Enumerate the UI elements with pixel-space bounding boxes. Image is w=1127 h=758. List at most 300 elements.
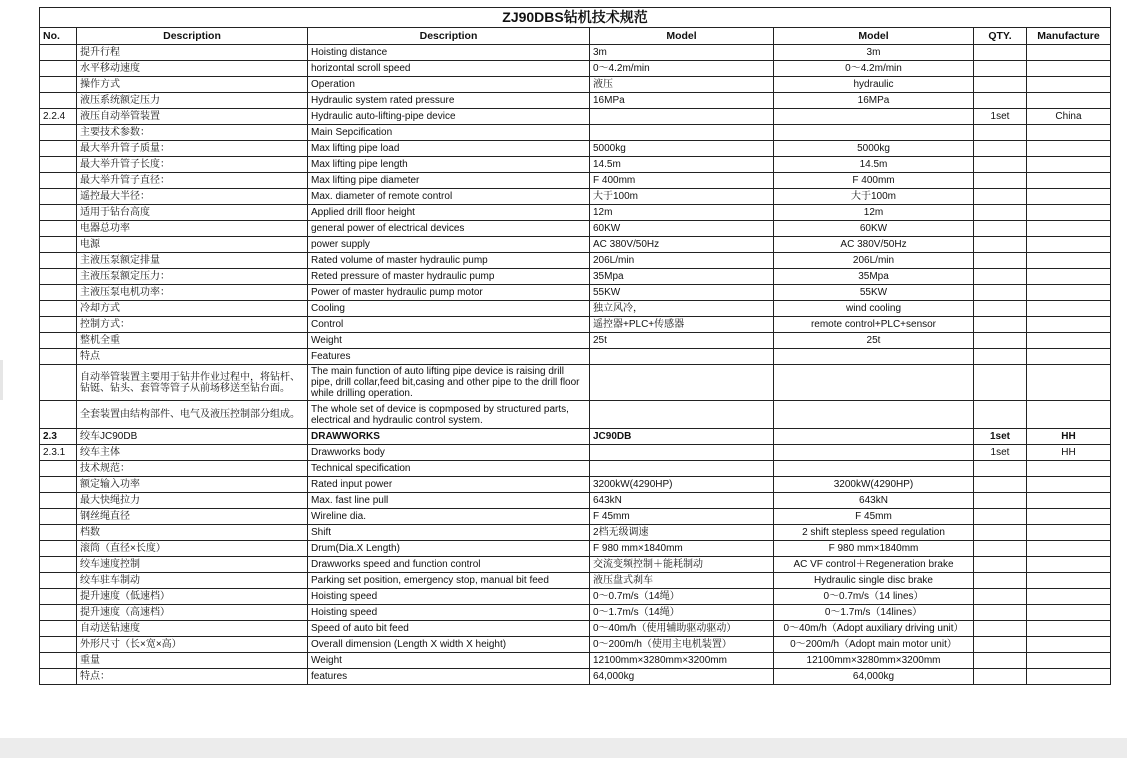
model-cn-cell: 3m (590, 45, 774, 61)
qty-cell: 1set (974, 109, 1027, 125)
description-cn-cell: 主液压泵额定排量 (77, 253, 308, 269)
manufacture-cell (1027, 621, 1111, 637)
qty-cell: 1set (974, 429, 1027, 445)
manufacture-cell (1027, 253, 1111, 269)
model-en-cell (774, 109, 974, 125)
description-cn-cell: 适用于钻台高度 (77, 205, 308, 221)
model-en-cell: 14.5m (774, 157, 974, 173)
no-cell (40, 401, 77, 429)
description-en-cell: Overall dimension (Length X width X height) (308, 637, 590, 653)
description-cn-cell: 绞车JC90DB (77, 429, 308, 445)
description-en-cell: Hydraulic auto-lifting-pipe device (308, 109, 590, 125)
description-en-cell: Applied drill floor height (308, 205, 590, 221)
table-row (40, 509, 1111, 525)
model-en-cell: 16MPa (774, 93, 974, 109)
qty-cell (974, 333, 1027, 349)
description-en-cell: Drawworks speed and function control (308, 557, 590, 573)
description-en-cell: Reted pressure of master hydraulic pump (308, 269, 590, 285)
description-en-cell: Control (308, 317, 590, 333)
model-cn-cell: 0～200m/h（使用主电机装置） (590, 637, 774, 653)
no-cell: 2.3 (40, 429, 77, 445)
model-cn-cell: 0～4.2m/min (590, 61, 774, 77)
manufacture-cell (1027, 45, 1111, 61)
model-en-cell: 0～200m/h（Adopt main motor unit） (774, 637, 974, 653)
table-row (40, 221, 1111, 237)
table-title-row (40, 8, 1111, 28)
model-cn-cell: 14.5m (590, 157, 774, 173)
model-cn-cell: 12m (590, 205, 774, 221)
no-cell (40, 141, 77, 157)
no-cell (40, 125, 77, 141)
header-description-cn: Description (77, 28, 308, 45)
description-cn-cell: 提升速度（低速档） (77, 589, 308, 605)
no-cell (40, 365, 77, 401)
table-row (40, 669, 1111, 685)
model-en-cell: 64,000kg (774, 669, 974, 685)
model-cn-cell: 206L/min (590, 253, 774, 269)
no-cell (40, 317, 77, 333)
description-en-cell: Power of master hydraulic pump motor (308, 285, 590, 301)
model-en-cell: F 45mm (774, 509, 974, 525)
table-row (40, 653, 1111, 669)
table-row (40, 477, 1111, 493)
qty-cell (974, 669, 1027, 685)
manufacture-cell (1027, 525, 1111, 541)
table-row (40, 493, 1111, 509)
no-cell (40, 269, 77, 285)
description-en-cell: Operation (308, 77, 590, 93)
model-cn-cell: 遥控器+PLC+传感器 (590, 317, 774, 333)
model-cn-cell: 12100mm×3280mm×3200mm (590, 653, 774, 669)
description-cn-cell: 外形尺寸（长×宽×高） (77, 637, 308, 653)
model-cn-cell: 643kN (590, 493, 774, 509)
header-no: No. (40, 28, 77, 45)
qty-cell (974, 461, 1027, 477)
description-cn-cell: 提升行程 (77, 45, 308, 61)
manufacture-cell (1027, 157, 1111, 173)
qty-cell (974, 605, 1027, 621)
manufacture-cell (1027, 221, 1111, 237)
qty-cell (974, 477, 1027, 493)
model-cn-cell (590, 445, 774, 461)
manufacture-cell (1027, 269, 1111, 285)
table-row (40, 93, 1111, 109)
table-row (40, 637, 1111, 653)
description-en-cell: Technical specification (308, 461, 590, 477)
qty-cell (974, 653, 1027, 669)
no-cell (40, 77, 77, 93)
description-cn-cell: 自动举管装置主要用于钻井作业过程中，将钻杆、钻铤、钻头、套管等管子从前场移送至钻台面。 (77, 365, 308, 401)
model-en-cell: 3m (774, 45, 974, 61)
manufacture-cell (1027, 589, 1111, 605)
table-row (40, 621, 1111, 637)
description-cn-cell: 最大举升管子长度： (77, 157, 308, 173)
model-cn-cell: 16MPa (590, 93, 774, 109)
description-en-cell: DRAWWORKS (308, 429, 590, 445)
description-cn-cell: 遥控最大半径： (77, 189, 308, 205)
table-row (40, 141, 1111, 157)
model-cn-cell: JC90DB (590, 429, 774, 445)
description-cn-cell: 全套装置由结构部件、电气及液压控制部分组成。 (77, 401, 308, 429)
description-cn-cell: 特点 (77, 349, 308, 365)
description-cn-cell: 额定输入功率 (77, 477, 308, 493)
model-en-cell (774, 125, 974, 141)
manufacture-cell (1027, 573, 1111, 589)
model-en-cell: 35Mpa (774, 269, 974, 285)
model-cn-cell: 5000kg (590, 141, 774, 157)
description-cn-cell: 水平移动速度 (77, 61, 308, 77)
description-en-cell: Weight (308, 333, 590, 349)
manufacture-cell (1027, 461, 1111, 477)
no-cell (40, 637, 77, 653)
description-en-cell: Parking set position, emergency stop, manual bit feed (308, 573, 590, 589)
model-en-cell: 0～1.7m/s（14lines） (774, 605, 974, 621)
no-cell (40, 205, 77, 221)
qty-cell: 1set (974, 445, 1027, 461)
model-en-cell: 5000kg (774, 141, 974, 157)
description-cn-cell: 整机全重 (77, 333, 308, 349)
model-en-cell: 大于100m (774, 189, 974, 205)
description-en-cell: Hoisting speed (308, 589, 590, 605)
no-cell (40, 285, 77, 301)
manufacture-cell (1027, 141, 1111, 157)
model-cn-cell: F 980 mm×1840mm (590, 541, 774, 557)
manufacture-cell (1027, 205, 1111, 221)
model-cn-cell: 0～0.7m/s（14绳） (590, 589, 774, 605)
manufacture-cell (1027, 509, 1111, 525)
table-row (40, 429, 1111, 445)
table-row (40, 285, 1111, 301)
no-cell (40, 253, 77, 269)
qty-cell (974, 189, 1027, 205)
manufacture-cell (1027, 637, 1111, 653)
manufacture-cell (1027, 317, 1111, 333)
description-en-cell: Max lifting pipe length (308, 157, 590, 173)
description-cn-cell: 提升速度（高速档） (77, 605, 308, 621)
no-cell (40, 349, 77, 365)
qty-cell (974, 205, 1027, 221)
manufacture-cell (1027, 541, 1111, 557)
description-cn-cell: 档数 (77, 525, 308, 541)
model-cn-cell: 0～1.7m/s（14绳） (590, 605, 774, 621)
qty-cell (974, 253, 1027, 269)
description-cn-cell: 电器总功率 (77, 221, 308, 237)
description-en-cell: Hoisting distance (308, 45, 590, 61)
qty-cell (974, 365, 1027, 401)
qty-cell (974, 45, 1027, 61)
description-en-cell: Cooling (308, 301, 590, 317)
header-model-en: Model (774, 28, 974, 45)
model-cn-cell: 液压 (590, 77, 774, 93)
qty-cell (974, 525, 1027, 541)
model-en-cell (774, 445, 974, 461)
description-en-cell: Weight (308, 653, 590, 669)
manufacture-cell (1027, 93, 1111, 109)
table-row (40, 445, 1111, 461)
model-en-cell (774, 461, 974, 477)
model-cn-cell: F 400mm (590, 173, 774, 189)
no-cell (40, 333, 77, 349)
table-row (40, 541, 1111, 557)
model-en-cell: 12m (774, 205, 974, 221)
description-cn-cell: 最大举升管子质量： (77, 141, 308, 157)
description-en-cell: The main function of auto lifting pipe device is raising drill pipe, drill collar,feed bit,casing and other pipe to the drill floor while drilling operation. (308, 365, 590, 401)
model-en-cell: 0～4.2m/min (774, 61, 974, 77)
qty-cell (974, 269, 1027, 285)
no-cell (40, 221, 77, 237)
model-cn-cell (590, 365, 774, 401)
qty-cell (974, 637, 1027, 653)
model-cn-cell: 25t (590, 333, 774, 349)
table-title: ZJ90DBS钻机技术规范 (40, 8, 1111, 28)
qty-cell (974, 589, 1027, 605)
no-cell (40, 573, 77, 589)
description-en-cell: features (308, 669, 590, 685)
description-en-cell: horizontal scroll speed (308, 61, 590, 77)
no-cell (40, 589, 77, 605)
description-cn-cell: 重量 (77, 653, 308, 669)
qty-cell (974, 285, 1027, 301)
header-qty: QTY. (974, 28, 1027, 45)
table-row (40, 61, 1111, 77)
model-en-cell: 2 shift stepless speed regulation (774, 525, 974, 541)
manufacture-cell (1027, 125, 1111, 141)
model-cn-cell (590, 349, 774, 365)
qty-cell (974, 621, 1027, 637)
qty-cell (974, 401, 1027, 429)
qty-cell (974, 221, 1027, 237)
description-cn-cell: 主液压泵电机功率： (77, 285, 308, 301)
table-row (40, 253, 1111, 269)
model-en-cell: 25t (774, 333, 974, 349)
model-cn-cell (590, 401, 774, 429)
description-en-cell: Max. fast line pull (308, 493, 590, 509)
qty-cell (974, 173, 1027, 189)
no-cell (40, 669, 77, 685)
description-cn-cell: 滚筒（直径×长度） (77, 541, 308, 557)
qty-cell (974, 61, 1027, 77)
description-en-cell: Shift (308, 525, 590, 541)
table-row (40, 333, 1111, 349)
description-en-cell: Main Sepcification (308, 125, 590, 141)
model-en-cell: 60KW (774, 221, 974, 237)
model-cn-cell: 35Mpa (590, 269, 774, 285)
model-en-cell: 0～40m/h（Adopt auxiliary driving unit） (774, 621, 974, 637)
manufacture-cell (1027, 349, 1111, 365)
table-row (40, 77, 1111, 93)
qty-cell (974, 93, 1027, 109)
qty-cell (974, 541, 1027, 557)
header-row (40, 28, 1111, 45)
model-cn-cell: F 45mm (590, 509, 774, 525)
description-cn-cell: 技术规范： (77, 461, 308, 477)
description-cn-cell: 液压系统额定压力 (77, 93, 308, 109)
description-cn-cell: 电源 (77, 237, 308, 253)
description-cn-cell: 主要技术参数： (77, 125, 308, 141)
manufacture-cell (1027, 477, 1111, 493)
model-en-cell: 12100mm×3280mm×3200mm (774, 653, 974, 669)
scan-edge-mark (0, 360, 3, 400)
description-en-cell: The whole set of device is copmposed by structured parts, electrical and hydraulic control system. (308, 401, 590, 429)
qty-cell (974, 141, 1027, 157)
model-en-cell: Hydraulic single disc brake (774, 573, 974, 589)
model-en-cell (774, 365, 974, 401)
model-cn-cell: 0～40m/h（使用辅助驱动驱动） (590, 621, 774, 637)
manufacture-cell (1027, 333, 1111, 349)
qty-cell (974, 125, 1027, 141)
description-en-cell: Drum(Dia.X Length) (308, 541, 590, 557)
model-en-cell: AC 380V/50Hz (774, 237, 974, 253)
model-en-cell: 0～0.7m/s（14 lines） (774, 589, 974, 605)
no-cell (40, 621, 77, 637)
model-en-cell: 55KW (774, 285, 974, 301)
description-cn-cell: 主液压泵额定压力： (77, 269, 308, 285)
description-en-cell: Hydraulic system rated pressure (308, 93, 590, 109)
qty-cell (974, 557, 1027, 573)
description-en-cell: general power of electrical devices (308, 221, 590, 237)
table-row (40, 301, 1111, 317)
no-cell: 2.2.4 (40, 109, 77, 125)
manufacture-cell (1027, 301, 1111, 317)
model-en-cell: AC VF control＋Regeneration brake (774, 557, 974, 573)
description-cn-cell: 液压自动举管装置 (77, 109, 308, 125)
model-en-cell: 3200kW(4290HP) (774, 477, 974, 493)
table-row (40, 365, 1111, 401)
spec-table (39, 7, 1111, 685)
no-cell (40, 93, 77, 109)
manufacture-cell (1027, 401, 1111, 429)
model-cn-cell (590, 461, 774, 477)
qty-cell (974, 237, 1027, 253)
description-en-cell: Features (308, 349, 590, 365)
model-en-cell: hydraulic (774, 77, 974, 93)
no-cell (40, 653, 77, 669)
model-cn-cell (590, 109, 774, 125)
table-row (40, 589, 1111, 605)
qty-cell (974, 157, 1027, 173)
manufacture-cell: HH (1027, 445, 1111, 461)
table-row (40, 205, 1111, 221)
qty-cell (974, 493, 1027, 509)
manufacture-cell (1027, 61, 1111, 77)
model-cn-cell: 交流变频控制＋能耗制动 (590, 557, 774, 573)
no-cell (40, 301, 77, 317)
description-cn-cell: 绞车速度控制 (77, 557, 308, 573)
table-row (40, 45, 1111, 61)
footer-bar (0, 738, 1127, 758)
model-en-cell: F 400mm (774, 173, 974, 189)
table-row (40, 237, 1111, 253)
description-en-cell: Drawworks body (308, 445, 590, 461)
description-cn-cell: 绞车驻车制动 (77, 573, 308, 589)
table-row (40, 317, 1111, 333)
table-row (40, 573, 1111, 589)
manufacture-cell (1027, 605, 1111, 621)
model-cn-cell: 55KW (590, 285, 774, 301)
description-cn-cell: 钢丝绳直径 (77, 509, 308, 525)
model-en-cell (774, 401, 974, 429)
manufacture-cell (1027, 557, 1111, 573)
spec-sheet (39, 7, 1110, 685)
table-row (40, 349, 1111, 365)
no-cell (40, 461, 77, 477)
no-cell (40, 557, 77, 573)
model-en-cell: wind cooling (774, 301, 974, 317)
qty-cell (974, 317, 1027, 333)
header-model-cn: Model (590, 28, 774, 45)
no-cell (40, 509, 77, 525)
description-cn-cell: 控制方式： (77, 317, 308, 333)
manufacture-cell (1027, 173, 1111, 189)
description-cn-cell: 最大快绳拉力 (77, 493, 308, 509)
table-row (40, 157, 1111, 173)
manufacture-cell: China (1027, 109, 1111, 125)
model-cn-cell: 独立风冷， (590, 301, 774, 317)
model-en-cell: 643kN (774, 493, 974, 509)
model-en-cell: 206L/min (774, 253, 974, 269)
no-cell (40, 61, 77, 77)
manufacture-cell (1027, 653, 1111, 669)
qty-cell (974, 349, 1027, 365)
manufacture-cell (1027, 285, 1111, 301)
description-en-cell: Speed of auto bit feed (308, 621, 590, 637)
description-cn-cell: 绞车主体 (77, 445, 308, 461)
description-en-cell: Rated input power (308, 477, 590, 493)
description-cn-cell: 自动送钻速度 (77, 621, 308, 637)
manufacture-cell (1027, 669, 1111, 685)
no-cell: 2.3.1 (40, 445, 77, 461)
table-row (40, 525, 1111, 541)
description-en-cell: power supply (308, 237, 590, 253)
model-cn-cell: 3200kW(4290HP) (590, 477, 774, 493)
table-row (40, 605, 1111, 621)
header-description-en: Description (308, 28, 590, 45)
table-row (40, 461, 1111, 477)
no-cell (40, 605, 77, 621)
description-cn-cell: 最大举升管子直径： (77, 173, 308, 189)
model-en-cell (774, 349, 974, 365)
model-en-cell: F 980 mm×1840mm (774, 541, 974, 557)
model-cn-cell: AC 380V/50Hz (590, 237, 774, 253)
no-cell (40, 189, 77, 205)
no-cell (40, 237, 77, 253)
model-cn-cell (590, 125, 774, 141)
no-cell (40, 493, 77, 509)
description-en-cell: Hoisting speed (308, 605, 590, 621)
model-cn-cell: 大于100m (590, 189, 774, 205)
model-cn-cell: 64,000kg (590, 669, 774, 685)
description-en-cell: Max lifting pipe diameter (308, 173, 590, 189)
model-cn-cell: 2档无级调速 (590, 525, 774, 541)
table-row (40, 173, 1111, 189)
table-row (40, 401, 1111, 429)
qty-cell (974, 301, 1027, 317)
qty-cell (974, 573, 1027, 589)
description-cn-cell: 操作方式 (77, 77, 308, 93)
no-cell (40, 45, 77, 61)
no-cell (40, 541, 77, 557)
description-en-cell: Wireline dia. (308, 509, 590, 525)
manufacture-cell (1027, 493, 1111, 509)
manufacture-cell: HH (1027, 429, 1111, 445)
model-cn-cell: 60KW (590, 221, 774, 237)
qty-cell (974, 509, 1027, 525)
manufacture-cell (1027, 189, 1111, 205)
model-en-cell: remote control+PLC+sensor (774, 317, 974, 333)
description-cn-cell: 特点： (77, 669, 308, 685)
table-row (40, 189, 1111, 205)
description-en-cell: Max. diameter of remote control (308, 189, 590, 205)
